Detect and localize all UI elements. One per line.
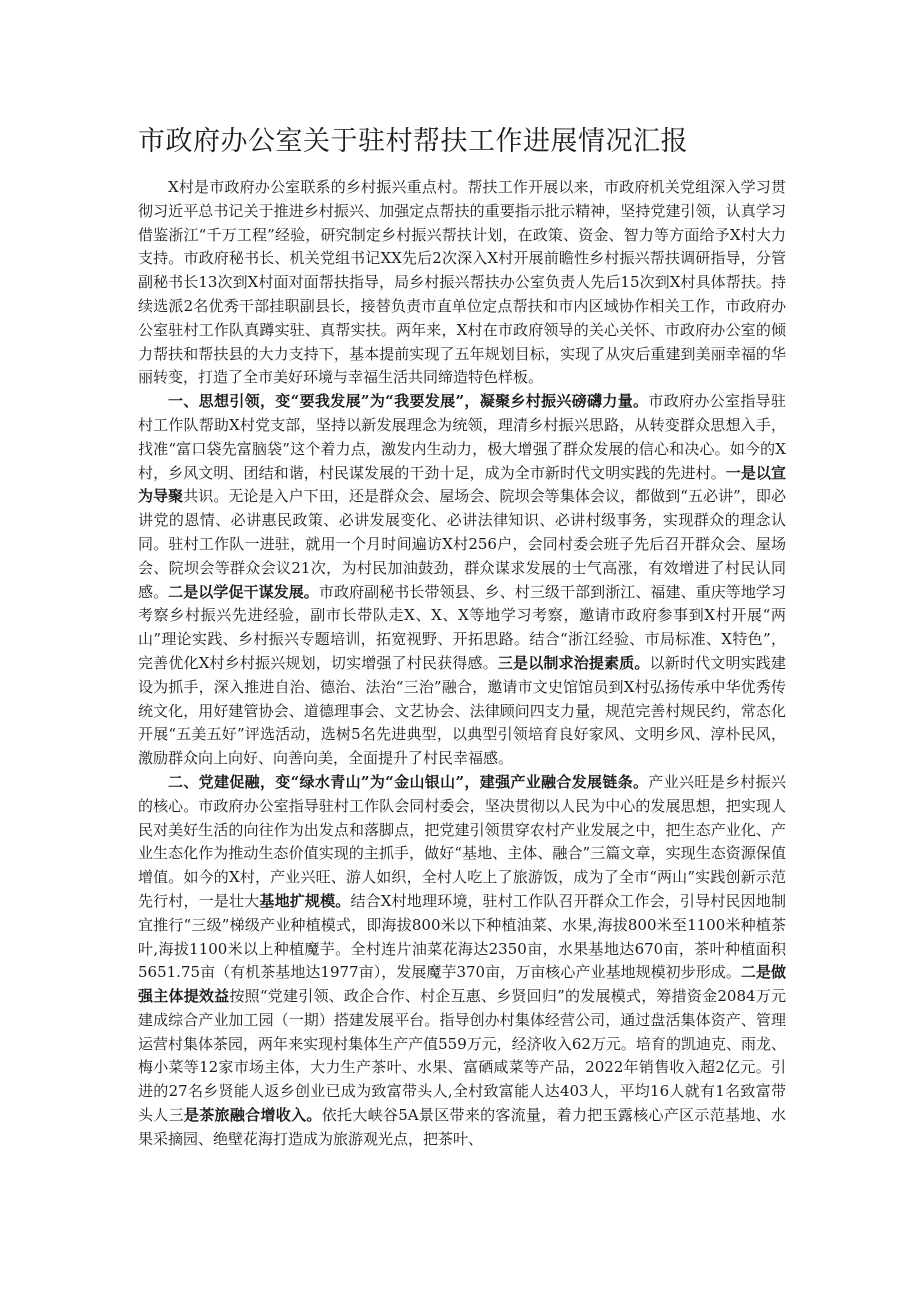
bold-run: 一是以宣为导聚	[138, 463, 786, 506]
text-run: 产业兴旺是乡村振兴的核心。市政府办公室指导驻村工作队会同村委会，坚决贯彻以人民为中心的发展思想，把实现人民对美好生活的向往作为出发点和落脚点，把党建引领贯穿农村产业发展之中，把生态产业化、产业生态化作为推动生态价值实现的主抓手，做好“基地、主体、融合”三篇文章，实现生态资源保值增值。如今的X村，产业兴旺、游人如织，全村人吃上了旅游饭，成为了全市“两山”实践创新示范先行村，一是壮大	[138, 772, 786, 910]
bold-run: 二、党建促融，变“绿水青山”为“金山银山”，建强产业融合发展链条。	[168, 772, 649, 791]
text-run: 结合X村地理环境，驻村工作队召开群众工作会，引导村民因地制宜推行“三级”梯级产业种植模式，即海拔800米以下种植油菜、水果,海拔800米至1100米种植茶叶,海拔1100米以上种植魔芋。全村连片油菜花海达2350亩，水果基地达670亩，茶叶种植面积5651.75亩（有机茶基地达1977亩），发展魔芋370亩，万亩核心产业基地规模初步形成。	[138, 891, 786, 982]
text-run: 以新时代文明实践建设为抓手，深入推进自治、德治、法治“三治”融合，邀请市文史馆馆员到X村弘扬传承中华优秀传统文化，用好建管协会、道德理事会、文艺协会、法律顾问四支力量，规范完善村规民约，常态化开展“五美五好”评选活动，选树5名先进典型，以典型引领培育良好家风、文明乡风、淳朴民风，激励群众向上向好、向善向美，全面提升了村民幸福感。	[138, 653, 786, 768]
body-paragraph	[138, 390, 786, 771]
body-paragraph	[138, 771, 786, 1152]
body-paragraph	[138, 176, 786, 390]
text-run: 市政府办公室指导驻村工作队帮助X村党支部，坚持以新发展理念为统领，理清乡村振兴思路，从转变群众思想入手，找准“富口袋先富脑袋”这个着力点，激发内生动力，极大增强了群众发展的信心和决心。如今的X村，乡风文明、团结和谐，村民谋发展的干劲十足，成为全市新时代文明实践的先进村。	[138, 392, 786, 482]
bold-run: 二是以学促干谋发展。	[168, 582, 319, 601]
bold-run: 是茶旅融合增收入。	[183, 1106, 322, 1125]
bold-run: 一、思想引领，变“要我发展”为“我要发展”，凝聚乡村振兴磅礴力量。	[168, 392, 649, 411]
bold-run: 基地扩规模。	[259, 891, 351, 910]
text-run: 依托大峡谷5A景区带来的客流量，着力把玉露核心产区示范基地、水果采摘园、绝壁花海打造成为旅游观光点，把茶叶、	[138, 1106, 786, 1148]
text-run: 共识。无论是入户下田，还是群众会、屋场会、院坝会等集体会议，都做到“五必讲”，即必讲党的恩情、必讲惠民政策、必讲发展变化、必讲法律知识、必讲村级事务，实现群众的理念认同。驻村工作队一进驻，就用一个月时间遍访X村256户，会同村委会班子先后召开群众会、屋场会、院坝会等群众会议21次，为村民加油鼓劲，群众谋求发展的士气高涨，有效增进了村民认同感。	[138, 487, 786, 601]
text-run: 按照“党建引领、政企合作、村企互惠、乡贤回归”的发展模式，筹措资金2084万元建成综合产业加工园（一期）搭建发展平台。指导创办村集体经营公司，通过盘活集体资产、管理运营村集体茶园，两年来实现村集体生产产值559万元，经济收入62万元。培育的凯迪克、雨龙、梅小菜等12家市场主体，大力生产茶叶、水果、富硒咸菜等产品，2022年销售收入超2亿元。引进的27名乡贤能人返乡创业已成为致富带头人,全村致富能人达403人，平均16人就有1名致富带头人三	[138, 987, 786, 1125]
text-run: X村是市政府办公室联系的乡村振兴重点村。帮扶工作开展以来，市政府机关党组深入学习贯彻习近平总书记关于推进乡村振兴、加强定点帮扶的重要指示批示精神，坚持党建引领，认真学习借鉴浙江“千万工程”经验，研究制定乡村振兴帮扶计划，在政策、资金、智力等方面给予X村大力支持。市政府秘书长、机关党组书记XX先后2次深入X村开展前瞻性乡村振兴帮扶调研指导，分管副秘书长13次到X村面对面帮扶指导，局乡村振兴帮扶办公室负责人先后15次到X村具体帮扶。持续选派2名优秀干部挂职副县长，接替负责市直单位定点帮扶和市内区域协作相关工作，市政府办公室驻村工作队真蹲实驻、真帮实扶。两年来，X村在市政府领导的关心关怀、市政府办公室的倾力帮扶和帮扶县的大力支持下，基本提前实现了五年规划目标，实现了从灾后重建到美丽幸福的华丽转变，打造了全市美好环境与幸福生活共同缔造特色样板。	[138, 178, 786, 387]
bold-run: 三是以制求治提素质。	[497, 653, 650, 672]
document-body	[138, 176, 786, 1152]
bold-run: 二是做强主体提效益	[138, 963, 786, 1006]
text-run: 市政府副秘书长带领县、乡、村三级干部到浙江、福建、重庆等地学习考察乡村振兴先进经验，副市长带队走X、X、X等地学习考察，邀请市政府参事到X村开展“两山”理论实践、乡村振兴专题培训，拓宽视野、开拓思路。结合“浙江经验、市局标准、X特色”，完善优化X村乡村振兴规划，切实增强了村民获得感。	[138, 582, 786, 672]
document-title: 市政府办公室关于驻村帮扶工作进展情况汇报	[138, 126, 688, 157]
